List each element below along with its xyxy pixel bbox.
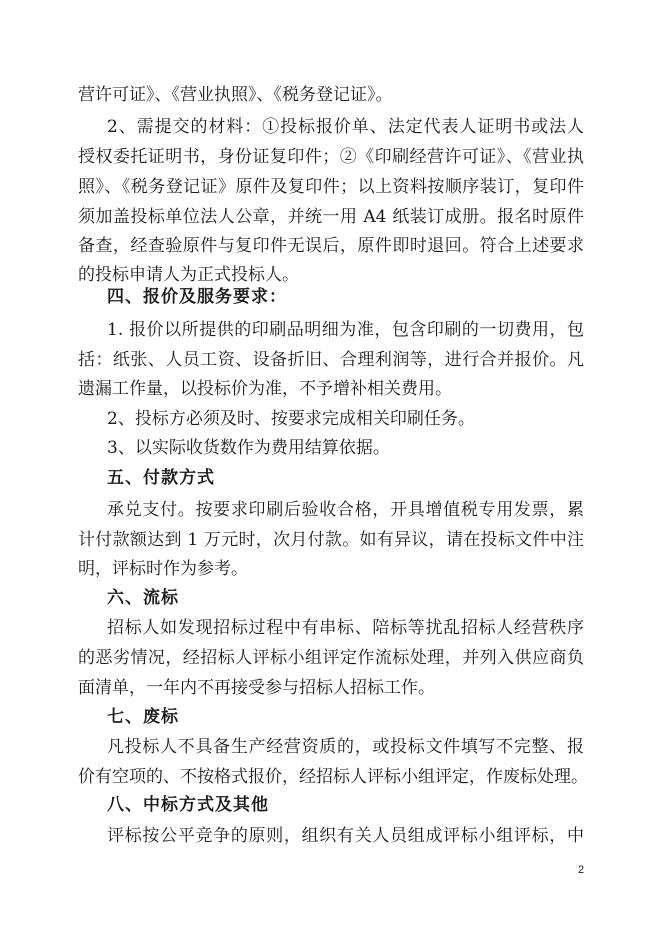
paragraph-line: 括：纸张、人员工资、设备折旧、合理利润等，进行合并报价。凡 bbox=[78, 350, 584, 370]
section-heading-quote-service: 四、报价及服务要求： bbox=[107, 287, 287, 307]
paragraph-line: 须加盖投标单位法人公章，并统一用 A4 纸装订成册。报名时原件 bbox=[78, 207, 584, 227]
paragraph-line: 招标人如发现招标过程中有串标、陪标等扰乱招标人经营秩序 bbox=[107, 618, 584, 638]
paragraph-line: 的投标申请人为正式投标人。 bbox=[78, 265, 299, 285]
paragraph-line: 备查，经查验原件与复印件无误后，原件即时退回。符合上述要求 bbox=[78, 236, 584, 256]
paragraph-line: 授权委托证明书，身份证复印件；②《印刷经营许可证》、《营业执 bbox=[78, 147, 584, 167]
section-heading-failed-bid: 六、流标 bbox=[107, 588, 179, 608]
section-heading-award-method: 八、中标方式及其他 bbox=[107, 795, 269, 815]
page-number: 2 bbox=[578, 864, 585, 876]
paragraph-line: 承兑支付。按要求印刷后验收合格，开具增值税专用发票，累 bbox=[107, 500, 584, 520]
paragraph-line: 2、投标方必须及时、按要求完成相关印刷任务。 bbox=[107, 409, 475, 429]
paragraph-line: 遗漏工作量，以投标价为准，不予增补相关费用。 bbox=[78, 379, 452, 399]
paragraph-line: 的恶劣情况，经招标人评标小组评定作流标处理，并列入供应商负 bbox=[78, 648, 584, 668]
paragraph-line: 评标按公平竞争的原则，组织有关人员组成评标小组评标，中 bbox=[107, 826, 584, 846]
paragraph-line: 3、以实际收货数作为费用结算依据。 bbox=[107, 438, 390, 458]
section-heading-payment: 五、付款方式 bbox=[107, 468, 215, 488]
paragraph-line: 计付款额达到 1 万元时，次月付款。如有异议，请在投标文件中注 bbox=[78, 530, 584, 550]
section-heading-invalid-bid: 七、废标 bbox=[107, 707, 179, 727]
paragraph-line: 凡投标人不具备生产经营资质的，或投标文件填写不完整、报 bbox=[107, 737, 584, 757]
paragraph-line: 2、需提交的材料：①投标报价单、法定代表人证明书或法人 bbox=[107, 117, 584, 137]
paragraph-line: 明，评标时作为参考。 bbox=[78, 559, 248, 579]
paragraph-line: 面清单，一年内不再接受参与招标人招标工作。 bbox=[78, 678, 435, 698]
paragraph-line: 照》、《税务登记证》原件及复印件；以上资料按顺序装订，复印件 bbox=[78, 177, 584, 197]
paragraph-line: 价有空项的、不按格式报价，经招标人评标小组评定，作废标处理。 bbox=[78, 767, 588, 787]
paragraph-line: 营许可证》、《营业执照》、《税务登记证》。 bbox=[78, 85, 393, 105]
paragraph-line: 1. 报价以所提供的印刷品明细为准，包含印刷的一切费用，包 bbox=[107, 320, 584, 340]
